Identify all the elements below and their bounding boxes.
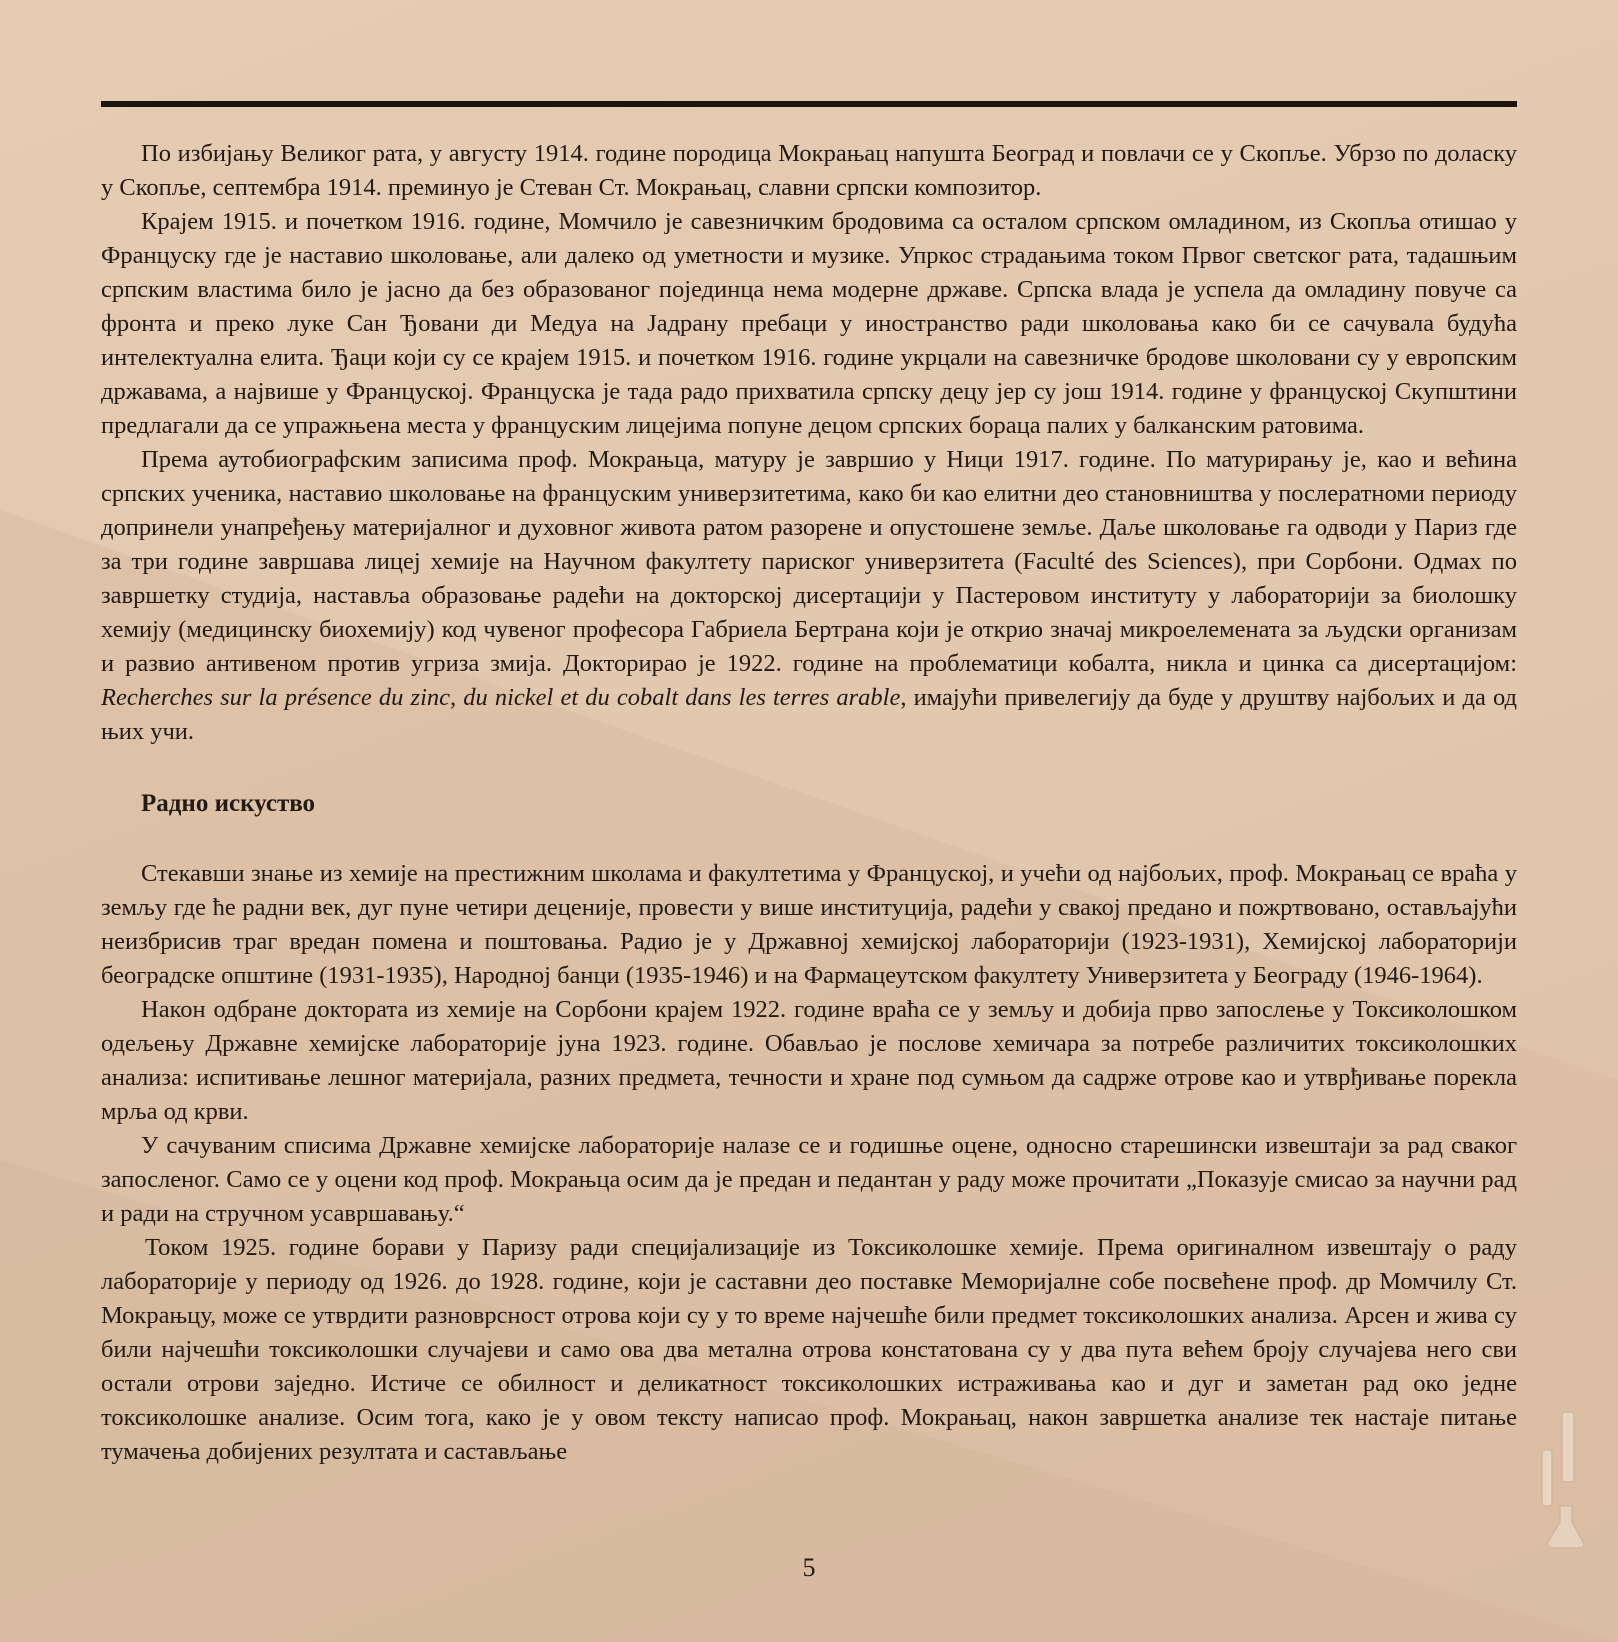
paragraph-text: Према аутобиографским записима проф. Мокрањца, матуру је завршио у Ници 1917. године. По матурирању је, као и већина српских ученика, наставио школовање на француским универзитетима, како би као елитни део становништва у послератноми периоду допринели унапређењу материјалног и духовног живота ратом разорене и опустошене земље. Даље школовање га одводи у Париз где за три године завршава лицеј хемије на Научном факултету париског универзитета (Faculté des Sciences), при Сорбони. Одмах по завршетку студија, наставља образовање радећи на докторској дисертацији у Пастеровом институту у лабораторији за биолошку хемију (медицинску биохемију) код чувеног професора Габриела Бертрана који је открио значај микроелемената за људски организам и развио антивеном против угриза змија. Докторирао је 1922. године на проблематици кобалта, никла и цинка са дисертацијом:: [101, 446, 1517, 677]
top-rule: [101, 101, 1517, 107]
paragraph: По избијању Великог рата, у августу 1914. године породица Мокрањац напушта Београд и повлачи се у Скопље. Убрзо по доласку у Скопље, септембра 1914. преминуо је Стеван Ст. Мокрањац, славни српски композитор.: [101, 140, 1517, 201]
document-body: [101, 137, 1517, 1469]
flask-icon: [1528, 1410, 1588, 1550]
paragraph: У сачуваним списима Државне хемијске лабораторије налазе се и годишње оцене, односно старешински извештаји за рад сваког запосленог. Само се у оцени код проф. Мокрањца осим да је предан и педантан у раду може прочитати „Показује смисао за научни рад и ради на стручном усавршавању.“: [101, 1132, 1517, 1227]
paragraph: [101, 443, 1517, 749]
paragraph: Након одбране доктората из хемије на Сорбони крајем 1922. године враћа се у земљу и добија прво запослење у Токсиколошком одељењу Државне хемијске лабораторије јуна 1923. године. Обављао је послове хемичара за потребе различитих токсиколошких анализа: испитивање лешног материјала, разних предмета, течности и хране под сумњом да садрже отрове као и утврђивање порекла мрља од крви.: [101, 996, 1517, 1125]
paragraph-text: , имајући привелегију да буде у друштву најбољих и да од њих учи.: [101, 684, 1517, 745]
paragraph: Крајем 1915. и почетком 1916. године, Момчило је савезничким бродовима са осталом српском омладином, из Скопља отишао у Француску где је наставио школовање, али далеко од уметности и музике. Упркос страдањима током Првог светског рата, тадашњим српским властима било је јасно да без образованог појединца нема модерне државе. Српска влада је успела да омладину повуче са фронта и преко луке Сан Ђовани ди Медуа на Јадрану пребаци у иностранство ради школовања како би се сачувала будућа интелектуална елита. Ђаци који су се крајем 1915. и почетком 1916. године укрцали на савезничке бродове школовани су у европским државама, а највише у Француској. Француска је тада радо прихватила српску децу јер су још 1914. године у француској Скупштини предлагали да се упражњена места у француским лицејима попуне децом српских бораца палих у балканским ратовима.: [101, 208, 1517, 439]
paragraph: Стекавши знање из хемије на престижним школама и факултетима у Француској, и учећи од најбољих, проф. Мокрањац се враћа у земљу где ће радни век, дуг пуне четири деценије, провести у више институција, радећи у свакој предано и пожртвовано, остављајући неизбрисив траг вредан помена и поштовања. Радио је у Државној хемијској лабораторији (1923-1931), Хемијској лабораторији београдске општине (1931-1935), Народној банци (1935-1946) и на Фармацеутском факултету Универзитета у Београду (1946-1964).: [101, 860, 1517, 989]
section-heading: Радно искуство: [141, 790, 316, 817]
page-number: 5: [802, 1553, 816, 1582]
paragraph: Током 1925. године борави у Паризу ради специјализације из Токсиколошке хемије. Према оригиналном извештају о раду лабораторије у периоду од 1926. до 1928. године, који је саставни део поставке Меморијалне собе посвећене проф. др Момчилу Ст. Мокрањцу, може се утврдити разноврсност отрова који су у то време најчешће били предмет токсиколошких анализа. Арсен и жива су били најчешћи токсиколошки случајеви и само ова два метална отрова констатована су у два пута већем броју случајева него сви остали отрови заједно. Истиче се обилност и деликатност токсиколошких истраживања као и дуг и заметан рад око једне токсиколошке анализе. Осим тога, како је у овом тексту написао проф. Мокрањац, након завршетка анализе тек настаје питање тумачења добијених резултата и састављање: [101, 1234, 1517, 1465]
dissertation-title: Recherches sur la présence du zinc, du nickel et du cobalt dans les terres arable: [101, 684, 901, 711]
